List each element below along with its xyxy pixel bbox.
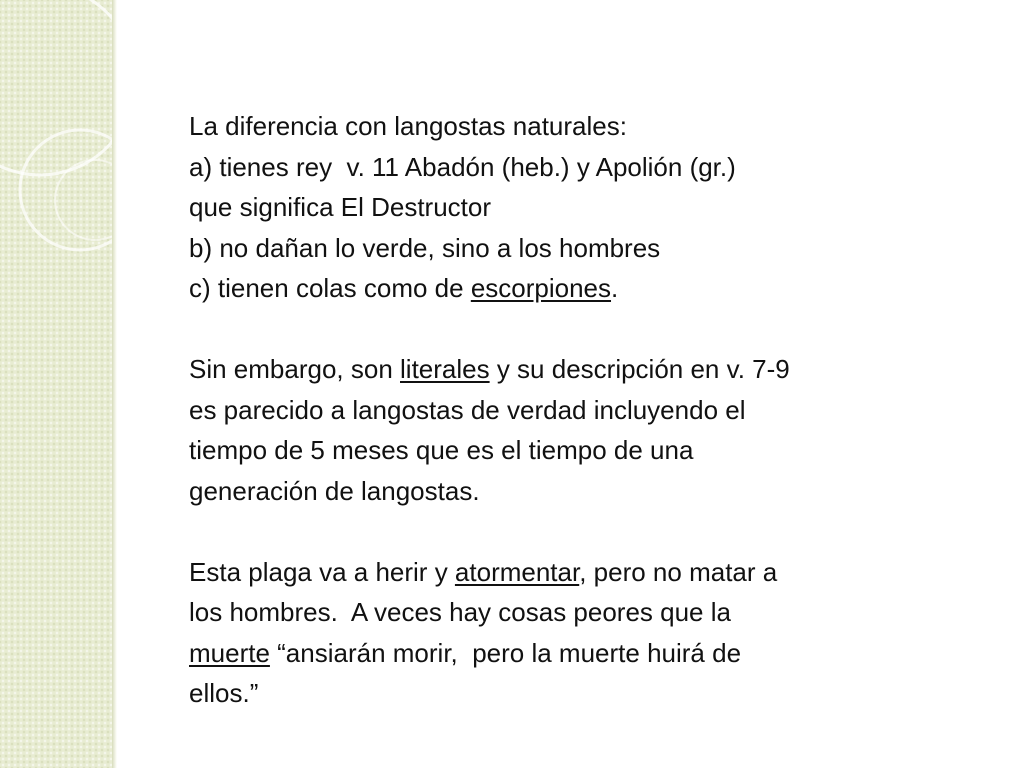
p3-line-1-text: Esta plaga va a herir y [189,556,455,587]
p3-line-3-text: “ansiarán morir, pero la muerte huirá de [269,637,742,668]
p1-line-1: La diferencia con langostas naturales: [189,111,627,141]
p2-line-1 [189,349,929,390]
p1-line-5 [189,268,929,309]
decorative-circles [0,0,112,300]
p2-line-3: tiempo de 5 meses que es el tiempo de una [189,435,694,465]
p2-line-2: es parecido a langostas de verdad incluyendo el [189,394,746,425]
literales-link[interactable]: literales [400,354,490,384]
p1-line-4: b) no dañan lo verde, sino a los hombres [189,232,661,263]
p3-line-1-end: , pero no matar a [579,556,778,587]
p3-line-3 [189,633,929,674]
decorative-side-band [0,0,112,768]
side-band-edge [112,0,117,768]
paragraph-gap-1 [189,309,929,350]
p3-line-4: ellos.” [189,678,259,708]
p2-line-1-text: Sin embargo, son [189,354,401,384]
p1-line-3: que significa El Destructor [189,192,492,222]
paragraph-gap-2 [189,511,929,552]
p2-line-1-end: y su descripción en v. 7-9 [489,354,790,384]
p3-line-1 [189,552,929,593]
muerte-link[interactable]: muerte [189,637,270,668]
slide-body [189,106,929,714]
escorpiones-link[interactable]: escorpiones [470,273,612,303]
p2-line-4: generación de langostas. [189,475,480,506]
p1-line-2: a) tienes rey v. 11 Abadón (heb.) y Apolión (gr.) [189,151,736,182]
p1-line-5-text: c) tienen colas como de [189,273,471,303]
p3-line-2: los hombres. A veces hay cosas peores que la [189,597,731,627]
atormentar-link[interactable]: atormentar [454,556,580,587]
p1-line-5-end: . [611,273,619,303]
